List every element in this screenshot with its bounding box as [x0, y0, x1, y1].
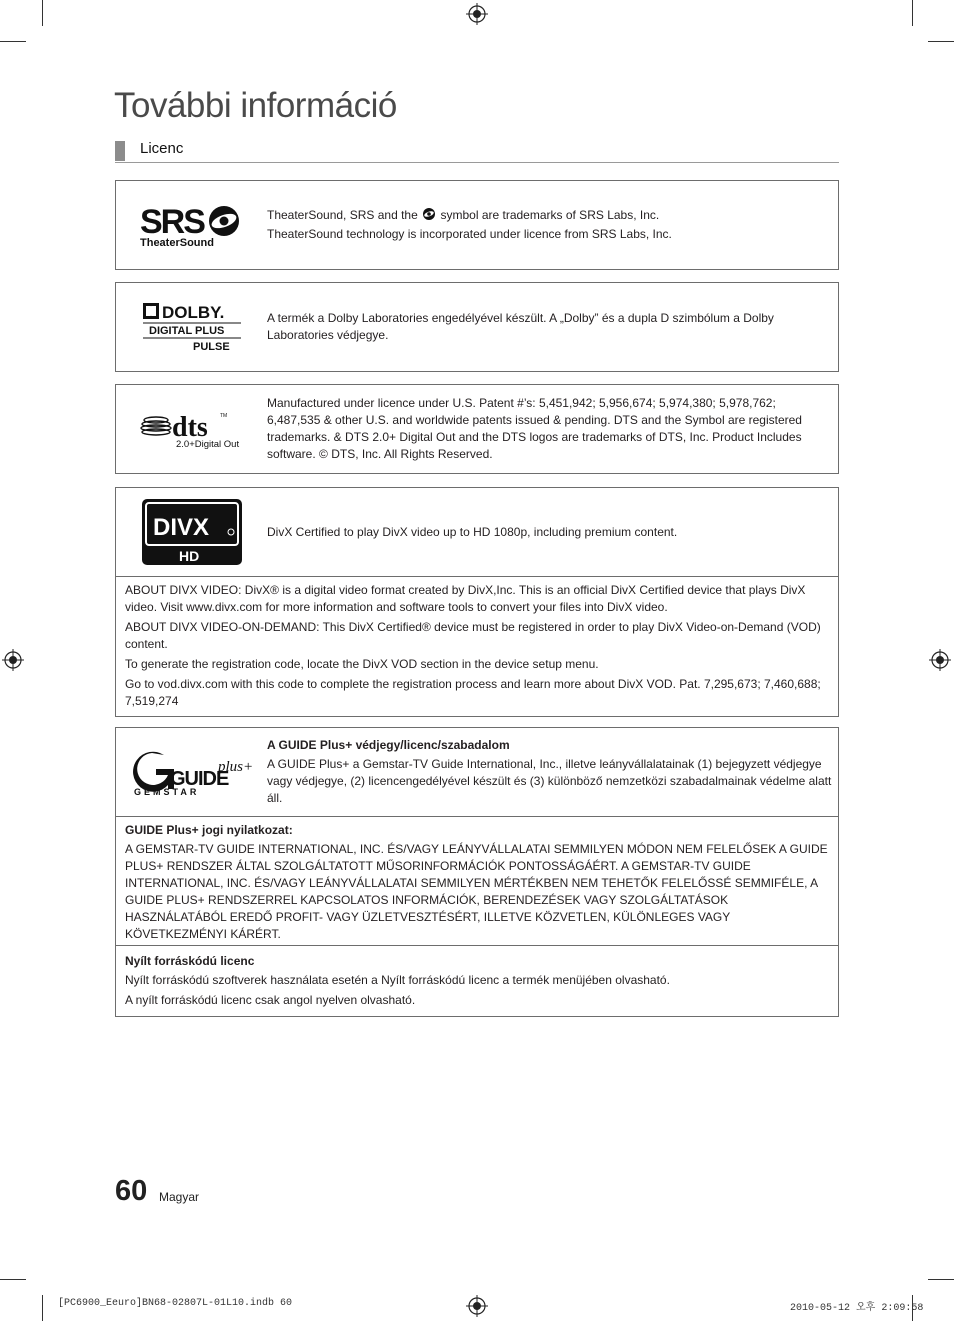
divx-about-video: ABOUT DIVX VIDEO: DivX® is a digital video format created by DivX,Inc. This is an official DivX Certified device that plays DivX video. Visit www.divx.com for more information and software tools to convert your files into DivX video.: [125, 583, 806, 614]
dolby-text: A termék a Dolby Laboratories engedélyével készült. A „Dolby” és a dupla D szimbólum a Dolby Laboratories védjegye.: [267, 311, 774, 342]
open-source-license-box: [115, 945, 839, 1017]
guide-plus-license-box: [115, 727, 839, 950]
crop-mark: [928, 1279, 954, 1280]
divx-registration: To generate the registration code, locate the DivX VOD section in the device setup menu.: [125, 657, 599, 671]
divx-goto: Go to vod.divx.com with this code to complete the registration process and learn more about DivX VOD. Pat. 7,295,673; 7,460,688; 7,519,274: [125, 677, 821, 708]
guide-disclaimer-heading: GUIDE Plus+ jogi nyilatkozat:: [125, 823, 293, 837]
imprint-timestamp: 2010-05-12 오후 2:09:58: [790, 1303, 924, 1314]
gemstar-text: GEMSTAR: [133, 787, 199, 797]
guide-text: A GUIDE Plus+ a Gemstar-TV Guide International, Inc., illetve leányvállalatainak (1) bejegyzett védjegye vagy védjegye, (2) licencengedélyével készült és (3) különböző nemzetközi szabadalmainak védelme alatt áll.: [267, 757, 832, 805]
divx-details: [116, 577, 838, 716]
srs-license-text: [267, 207, 838, 243]
opensource-heading: Nyílt forráskódú licenc: [125, 954, 255, 968]
dolby-license-box: [115, 282, 839, 372]
section-marker: [115, 141, 125, 161]
registration-mark-icon: [466, 3, 488, 25]
dolby-license-text: [267, 310, 838, 344]
guide-plus-script-text: plus+: [217, 759, 253, 775]
guide-logo-text: GUIDE: [169, 768, 228, 790]
guide-disclaimer-text: A GEMSTAR-TV GUIDE INTERNATIONAL, INC. ÉS/VAGY LEÁNYVÁLLALATAI SEMMILYEN MÓDON NEM FELELŐSEK A GUIDE PLUS+ RENDSZER ÁLTAL SZOLGÁLTATOTT MŰSORINFORMÁCIÓK PONTOSSÁGÁÉRT. A GEMSTAR-TV GUIDE INTERNATIONAL, INC. ÉS/VAGY LEÁNYVÁLLALATAI SEMMILYEN MÉRTÉKBEN NEM TEHETŐK FELELŐSSÉ SEMMIFÉLE, A GUIDE PLUS+ RENDSZERREL KAPCSOLATOS INFORMÁCIÓK, BERENDEZÉSEK VAGY SZOLGÁLTATÁSOK HASZNÁLATÁBÓL EREDŐ PROFIT- VAGY ÜZLETVESZTÉSÉRT, ILLETVE KÖZVETLEN, KÜLÖNLEGES VAGY KÖVETKEZMÉNYI KÁRÉRT.: [125, 842, 828, 941]
registration-mark-icon: [466, 1295, 488, 1317]
registration-mark-icon: [929, 649, 951, 671]
srs-line1-pre: TheaterSound, SRS and the: [267, 208, 418, 222]
dolby-logo: [116, 299, 267, 355]
crop-mark: [912, 0, 913, 26]
guide-disclaimer: [116, 817, 838, 949]
guide-heading: A GUIDE Plus+ védjegy/licenc/szabadalom: [267, 738, 510, 752]
dolby-digital-plus-text: DIGITAL PLUS: [148, 325, 224, 337]
srs-line2: TheaterSound technology is incorporated under licence from SRS Labs, Inc.: [267, 227, 672, 241]
crop-mark: [928, 41, 954, 42]
dts-logo-subtext: 2.0+Digital Out: [175, 439, 239, 450]
srs-symbol-icon: [421, 208, 437, 220]
divx-certified-text: [267, 524, 838, 541]
srs-logo-subtext: TheaterSound: [139, 237, 214, 249]
srs-logo: [116, 201, 267, 249]
dolby-logo-text: DOLBY.: [161, 303, 224, 322]
dolby-pulse-text: PULSE: [192, 341, 230, 353]
opensource-line2: A nyílt forráskódú licenc csak angol nyelven olvasható.: [125, 993, 416, 1007]
guide-plus-logo: [116, 747, 267, 797]
srs-logo-text: SRS: [139, 203, 204, 241]
dts-text: Manufactured under licence under U.S. Patent #’s: 5,451,942; 5,956,674; 5,974,380; 5,978,762; 6,487,535 & other U.S. and worldwide patents issued & pending. DTS and the Symbol are registered trademarks. & DTS 2.0+ Digital Out and the DTS logos are trademarks of DTS, Inc. Product Includes software. © DTS, Inc. All Rights Reserved.: [267, 396, 802, 461]
page-title: További információ: [114, 86, 397, 125]
crop-mark: [0, 41, 26, 42]
opensource-line1: Nyílt forráskódú szoftverek használata esetén a Nyílt forráskódú licenc a termék menüjében olvasható.: [125, 973, 670, 987]
registration-mark-icon: [2, 649, 24, 671]
dts-logo-text: dts: [171, 412, 208, 443]
page-number: 60: [115, 1175, 148, 1207]
divx-hd-text: HD: [178, 548, 199, 564]
dts-tm-text: TM: [219, 413, 227, 419]
divx-logo: [116, 498, 267, 566]
section-divider: [115, 162, 839, 163]
srs-license-box: [115, 180, 839, 270]
srs-line1-post: symbol are trademarks of SRS Labs, Inc.: [440, 208, 660, 222]
dts-logo: [116, 408, 267, 450]
guide-plus-text: [267, 737, 838, 807]
section-title: Licenc: [140, 140, 184, 157]
crop-mark: [0, 1279, 26, 1280]
dts-license-box: [115, 384, 839, 474]
divx-about-vod: ABOUT DIVX VIDEO-ON-DEMAND: This DivX Certified® device must be registered in order to play DivX Video-on-Demand (VOD) content.: [125, 620, 821, 651]
divx-text: DivX Certified to play DivX video up to HD 1080p, including premium content.: [267, 524, 678, 539]
imprint-file-info: [PC6900_Eeuro]BN68-02807L-01L10.indb 60: [58, 1298, 293, 1309]
crop-mark: [42, 1295, 43, 1321]
dts-license-text: [267, 395, 838, 463]
divx-license-box: [115, 487, 839, 717]
divx-logo-text: DIVX: [152, 514, 209, 541]
page-language: Magyar: [159, 1190, 200, 1204]
crop-mark: [42, 0, 43, 26]
